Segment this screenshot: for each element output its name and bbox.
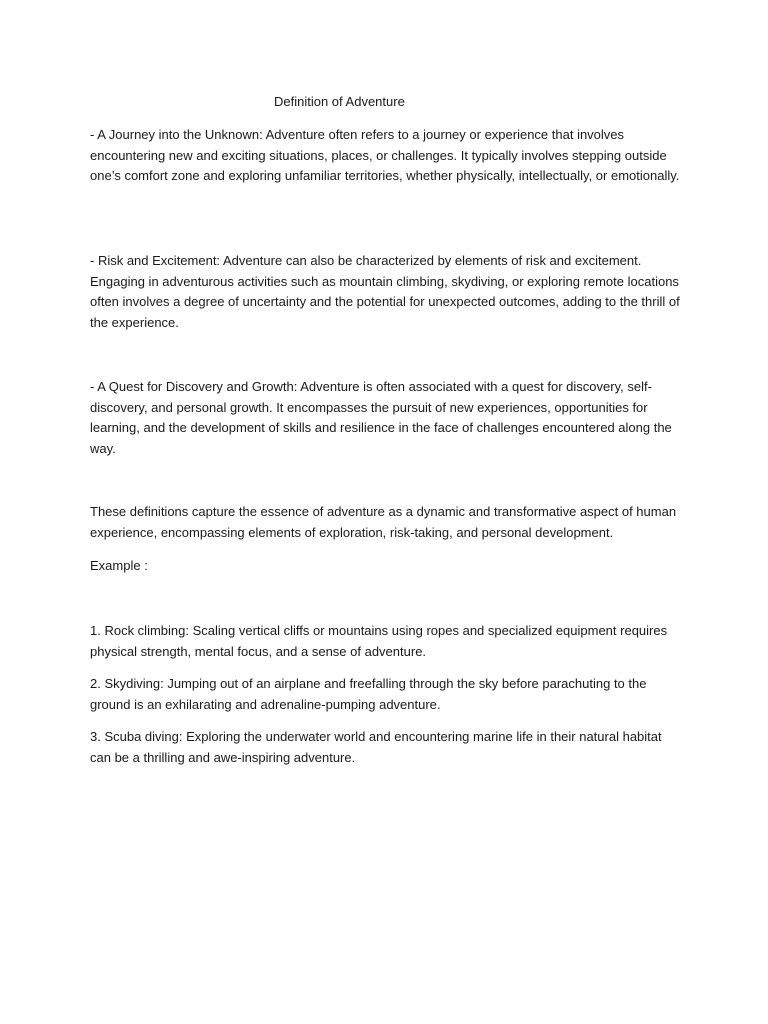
definition-paragraph-discovery: - A Quest for Discovery and Growth: Adventure is often associated with a quest for discovery, self-discovery, and personal growth. It encompasses the pursuit of new experiences, opportunities for learning, and the development of skills and resilience in the face of challenges encountered along the way. bbox=[90, 379, 672, 456]
example-item-rock-climbing: 1. Rock climbing: Scaling vertical cliffs or mountains using ropes and specialized equipment requires physical strength, mental focus, and a sense of adventure. bbox=[90, 623, 668, 659]
example-item-skydiving: 2. Skydiving: Jumping out of an airplane and freefalling through the sky before parachuting to the ground is an exhilarating and adrenaline-pumping adventure. bbox=[90, 676, 647, 712]
summary-paragraph: These definitions capture the essence of adventure as a dynamic and transformative aspect of human experience, encompassing elements of exploration, risk-taking, and personal development. bbox=[90, 504, 677, 540]
document-title: Definition of Adventure bbox=[274, 94, 405, 109]
example-heading: Example : bbox=[90, 558, 148, 573]
definition-paragraph-risk: - Risk and Excitement: Adventure can also be characterized by elements of risk and excitement. Engaging in adventurous activities such as mountain climbing, skydiving, or exploring remote locations often involves a degree of uncertainty and the potential for unexpected outcomes, adding to the thrill of the experience. bbox=[90, 253, 680, 330]
example-item-scuba-diving: 3. Scuba diving: Exploring the underwater world and encountering marine life in their natural habitat can be a thrilling and awe-inspiring adventure. bbox=[90, 729, 662, 765]
definition-paragraph-journey: - A Journey into the Unknown: Adventure often refers to a journey or experience that involves encountering new and exciting situations, places, or challenges. It typically involves stepping outside one’s comfort zone and exploring unfamiliar territories, whether physically, intellectually, or emotionally. bbox=[90, 127, 680, 183]
